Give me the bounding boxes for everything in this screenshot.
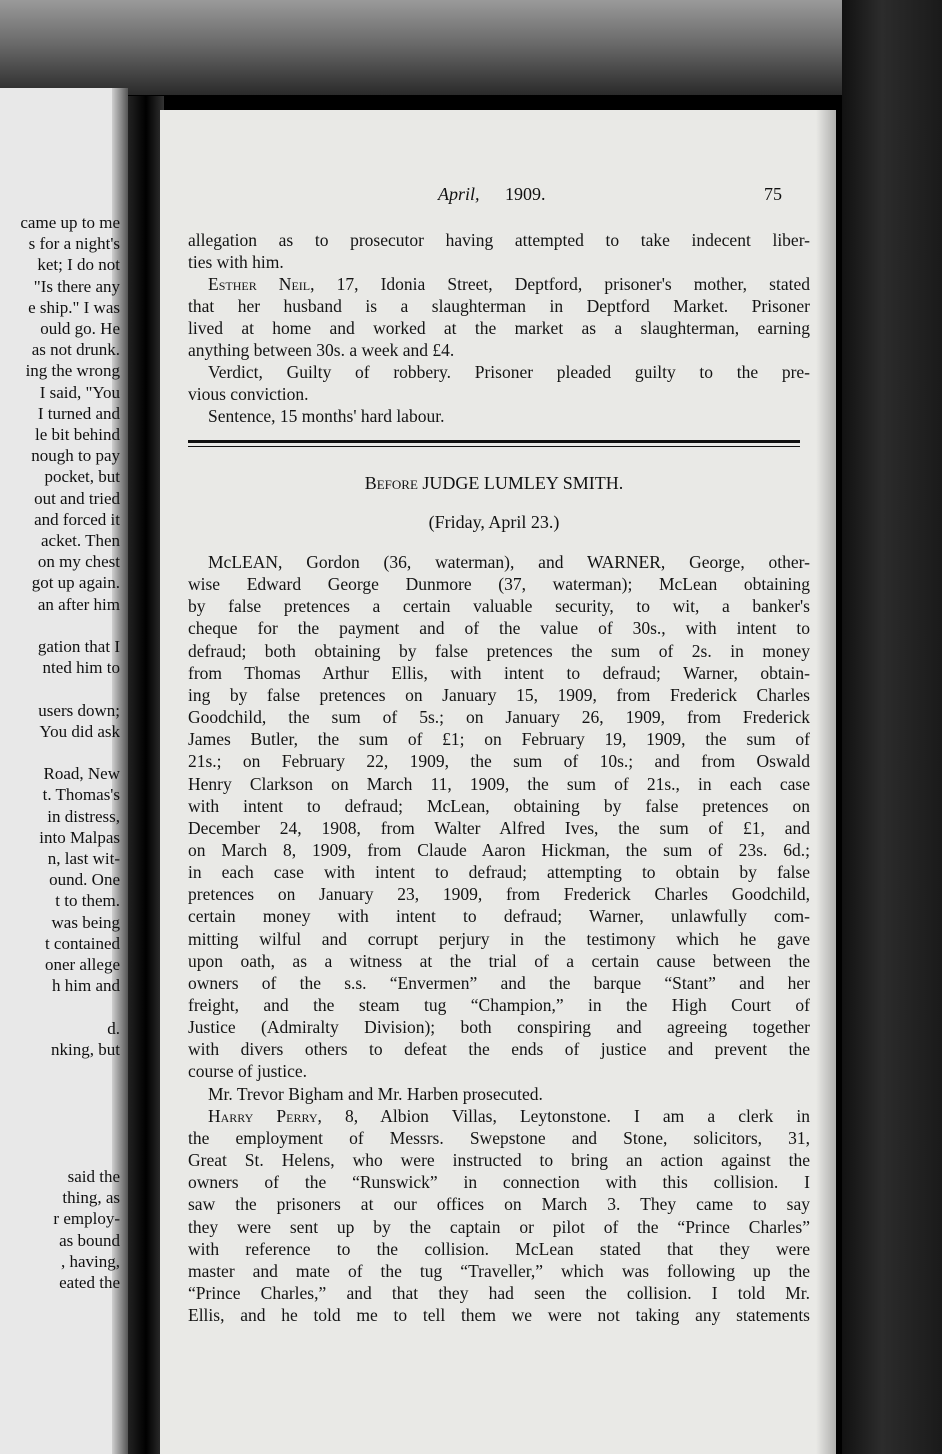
witness-name: Esther Neil: [208, 274, 311, 294]
left-page-line: ound. One: [49, 870, 120, 890]
text-line: , 17, Idonia Street, Deptford, prisoner's mother, stated: [310, 274, 810, 294]
witness-paragraph-esther: [208, 274, 810, 295]
left-page-line: on my chest: [37, 552, 120, 572]
witness-line: the employment of Messrs. Swepstone and Stone, solicitors, 31,: [188, 1127, 810, 1148]
witness-line: saw the prisoners at our offices on March 3. They came to say: [188, 1194, 810, 1215]
left-page-line: s for a night's: [28, 234, 120, 254]
section-divider-thin: [188, 446, 800, 447]
heading-judge: JUDGE LUMLEY SMITH.: [422, 473, 624, 493]
text-line: Verdict, Guilty of robbery. Prisoner pleaded guilty to the pre-: [208, 362, 810, 382]
left-page-line: thing, as: [62, 1188, 120, 1208]
left-page-line: r employ-: [53, 1209, 120, 1229]
section-divider-thick: [188, 440, 800, 443]
case-body-line: wise Edward George Dunmore (37, waterman); McLean obtaining: [188, 574, 810, 595]
left-page-line: e ship." I was: [28, 297, 120, 317]
page-number: 75: [764, 184, 782, 204]
left-page-line: pocket, but: [44, 467, 120, 487]
text-line: anything between 30s. a week and £4.: [188, 340, 455, 360]
left-facing-page: [0, 88, 128, 1454]
case-body-line: owners of the s.s. “Envermen” and the barque “Stant” and her: [188, 972, 810, 993]
left-page-line: h him and: [52, 976, 120, 996]
left-page-line: nted him to: [42, 658, 120, 678]
left-page-line: n, last wit-: [47, 849, 120, 868]
running-header-year: 1909.: [505, 184, 546, 204]
prosecuted-line: Mr. Trevor Bigham and Mr. Harben prosecuted.: [208, 1083, 543, 1104]
case-body-line: with intent to defraud; McLean, obtaining by false pretences on: [188, 795, 810, 816]
left-page-line: users down;: [38, 700, 120, 720]
case-body-line: ing by false pretences on January 15, 1909, from Frederick Charles: [188, 684, 810, 705]
witness-line: Ellis, and he told me to tell them we were not taking any statements: [188, 1305, 810, 1326]
left-page-line: in distress,: [47, 806, 120, 826]
witness-line: “Prince Charles,” and that they had seen the collision. I told Mr.: [188, 1282, 810, 1303]
left-page-line: , having,: [60, 1251, 120, 1271]
case-heading: [188, 473, 800, 494]
left-page-line: said the: [67, 1167, 120, 1186]
case-body-line: freight, and the steam tug “Champion,” in the High Court of: [188, 995, 810, 1015]
left-page-line: ing the wrong: [25, 361, 120, 381]
case-date: (Friday, April 23.): [428, 512, 560, 532]
case-body-line: Goodchild, the sum of 5s.; on January 26, 1909, from Frederick: [188, 707, 810, 728]
case-body-line: course of justice.: [188, 1061, 308, 1082]
case-body-line: pretences on January 23, 1909, from Frederick Charles Goodchild,: [188, 884, 810, 905]
witness-name: Harry Perry: [208, 1105, 318, 1126]
case-body-line: McLEAN, Gordon (36, waterman), and WARNER, George, other-: [208, 552, 810, 572]
left-page-line: "Is there any: [33, 276, 120, 296]
left-page-line: Road, New: [43, 764, 120, 784]
left-page-line: d.: [107, 1018, 120, 1038]
witness-line: with reference to the collision. McLean stated that they were: [188, 1238, 810, 1259]
left-page-line: nking, but: [51, 1039, 120, 1059]
left-page-line: eated the: [59, 1273, 120, 1292]
left-page-line: le bit behind: [35, 425, 120, 444]
witness-line: Great St. Helens, who were instructed to bring an action against the: [188, 1150, 810, 1171]
case-body-line: in each case with intent to defraud; attempting to obtain by false: [188, 862, 810, 883]
left-page-line: an after him: [37, 594, 120, 614]
left-page-line: as not drunk.: [31, 340, 120, 360]
witness-text: , 8, Albion Villas, Leytonstone. I am a clerk in: [317, 1105, 810, 1126]
case-body-line: 21s.; on February 22, 1909, the sum of 10s.; and from Oswald: [188, 751, 810, 772]
book-spine: [128, 96, 164, 1454]
text-line: allegation as to prosecutor having attempted to take indecent liber-: [188, 230, 810, 250]
left-page-line: I said, "You: [39, 382, 120, 402]
left-page-line: as bound: [59, 1230, 120, 1250]
left-page-line: got up again.: [31, 573, 120, 593]
left-page-line: and forced it: [34, 509, 120, 529]
case-body-line: upon oath, as a witness at the trial of a certain cause between the: [188, 950, 810, 971]
case-body-line: December 24, 1908, from Walter Alfred Ives, the sum of £1, and: [188, 817, 810, 838]
sentence-line: Sentence, 15 months' hard labour.: [208, 406, 445, 426]
text-line: ties with him.: [188, 252, 284, 272]
left-page-line: I turned and: [37, 403, 120, 423]
left-page-line: was being: [51, 912, 120, 932]
left-page-line: out and tried: [34, 488, 120, 508]
witness-line: master and mate of the tug “Traveller,” which was following up the: [188, 1260, 810, 1281]
left-page-line: came up to me: [20, 213, 120, 232]
left-page-line: ould go. He: [40, 319, 120, 338]
scan-background-top: [0, 0, 942, 95]
text-line: vious conviction.: [188, 384, 309, 404]
left-page-line: oner allege: [44, 955, 120, 974]
case-body-line: on March 8, 1909, from Claude Aaron Hickman, the sum of 23s. 6d.;: [188, 839, 810, 860]
witness-line: they were sent up by the captain or pilot of the “Prince Charles”: [188, 1216, 810, 1237]
case-body-line: James Butler, the sum of £1; on February 19, 1909, the sum of: [188, 729, 810, 750]
witness-line: owners of the “Runswick” in connection with this collision. I: [188, 1172, 810, 1193]
scan-background-right: [842, 0, 942, 1454]
text-line: that her husband is a slaughterman in Deptford Market. Prisoner: [188, 296, 810, 316]
left-page-line: You did ask: [39, 721, 120, 741]
text-line: lived at home and worked at the market as a slaughterman, earning: [188, 318, 810, 338]
left-page-line: into Malpas: [39, 827, 120, 847]
case-body-line: from Thomas Arthur Ellis, with intent to defraud; Warner, obtain-: [188, 662, 810, 683]
case-body-line: defraud; both obtaining by false pretences the sum of 2s. in money: [188, 640, 810, 661]
running-header-month: April,: [438, 184, 480, 204]
left-page-line: ket; I do not: [37, 255, 120, 275]
case-body-line: cheque for the payment and of the value of 30s., with intent to: [188, 618, 810, 639]
left-page-line: t. Thomas's: [42, 785, 120, 805]
case-body-line: with divers others to defeat the ends of justice and prevent the: [188, 1039, 810, 1060]
left-page-line: t to them.: [55, 891, 120, 911]
case-body-line: mitting wilful and corrupt perjury in the testimony which he gave: [188, 928, 810, 949]
case-body-line: by false pretences a certain valuable security, to wit, a banker's: [188, 596, 810, 617]
left-page-line: acket. Then: [41, 531, 120, 550]
case-body-line: Henry Clarkson on March 11, 1909, the sum of 21s., in each case: [188, 773, 810, 794]
left-page-line: t contained: [44, 933, 120, 953]
case-body-line: certain money with intent to defraud; Warner, unlawfully com-: [188, 906, 810, 927]
page-edge-shadow: [816, 110, 836, 1454]
witness-first-line: [208, 1106, 810, 1127]
left-page-line: gation that I: [37, 637, 120, 656]
left-page-line: nough to pay: [31, 446, 120, 466]
heading-before: Before: [364, 473, 418, 493]
case-body-line: Justice (Admiralty Division); both conspiring and agreeing together: [188, 1017, 810, 1038]
